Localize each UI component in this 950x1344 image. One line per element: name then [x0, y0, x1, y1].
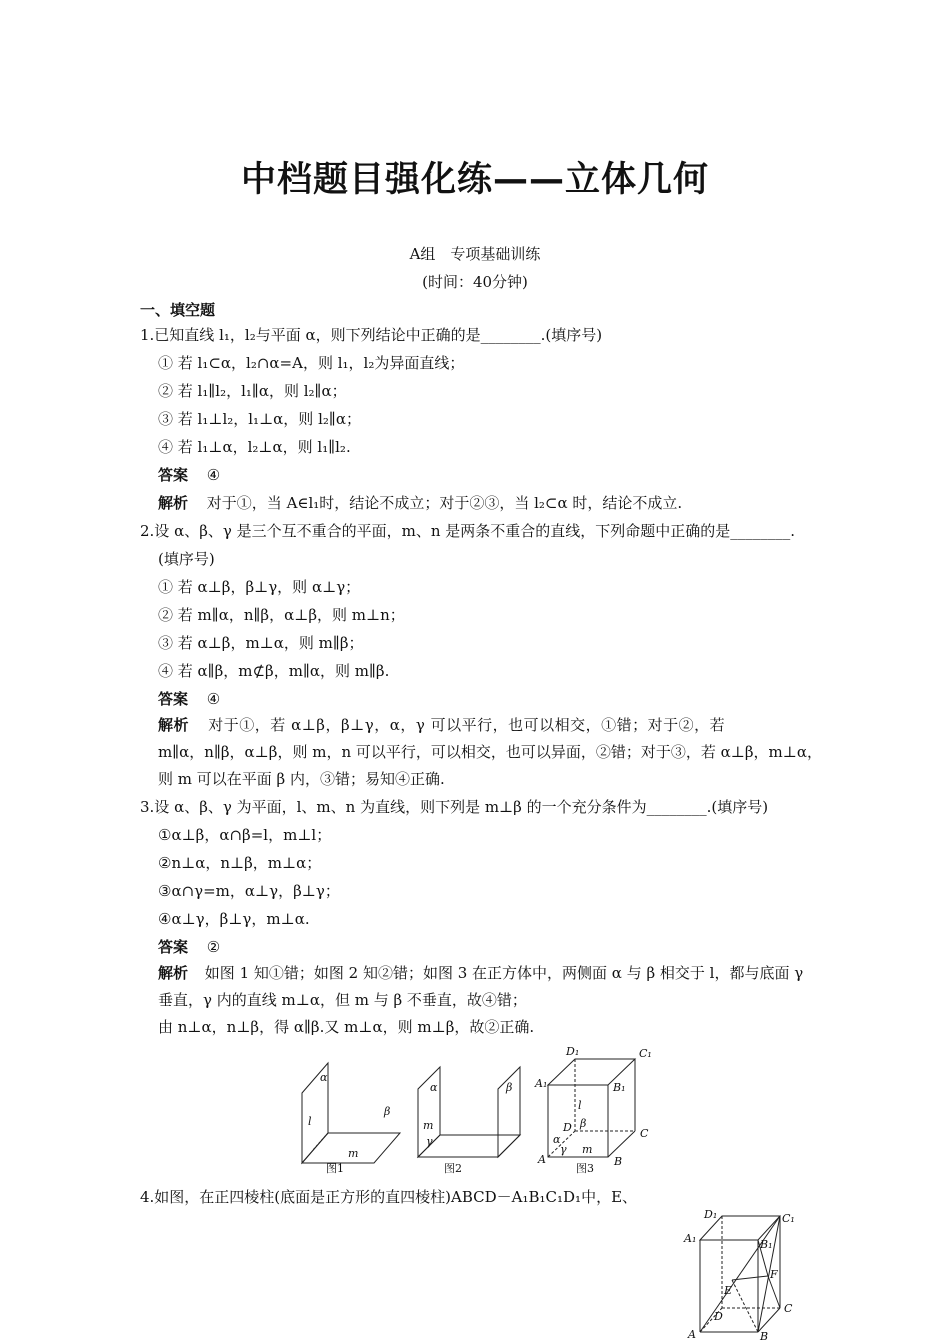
- q3-analysis: [158, 963, 803, 983]
- q3-option-2: ②n⊥α，n⊥β，m⊥α；: [158, 854, 322, 872]
- svg-text:β: β: [506, 1081, 513, 1094]
- time-limit: (时间：40分钟): [422, 273, 528, 291]
- svg-text:m: m: [582, 1143, 593, 1156]
- svg-text:A: A: [688, 1328, 696, 1341]
- q3-analysis-line-3: 由 n⊥α，n⊥β，得 α∥β.又 m⊥α，则 m⊥β，故②正确.: [158, 1018, 535, 1036]
- svg-text:β: β: [580, 1117, 587, 1130]
- analysis-label: 解析: [158, 964, 189, 982]
- svg-text:α: α: [320, 1071, 328, 1084]
- analysis-label: 解析: [158, 716, 190, 734]
- svg-text:A: A: [538, 1153, 546, 1166]
- q1-option-2: ② 若 l₁∥l₂，l₁∥α，则 l₂∥α；: [158, 382, 347, 400]
- q2-analysis-line-3: 则 m 可以在平面 β 内，③错；易知④正确.: [158, 770, 445, 788]
- svg-text:C: C: [640, 1127, 649, 1140]
- q3-option-1: ①α⊥β，α∩β=l，m⊥l；: [158, 826, 332, 844]
- answer-label: 答案: [158, 690, 189, 708]
- q2-answer-value: ④: [206, 690, 221, 708]
- q4-stem: 4.如图，在正四棱柱(底面是正方形的直四棱柱)ABCD－A₁B₁C₁D₁中，E、: [140, 1188, 638, 1206]
- group-heading: A组 专项基础训练: [409, 245, 541, 263]
- answer-label: 答案: [158, 938, 189, 956]
- svg-text:A₁: A₁: [684, 1232, 697, 1245]
- q2-option-2: ② 若 m∥α，n∥β，α⊥β，则 m⊥n；: [158, 606, 405, 624]
- q4-prism-figure: [680, 1204, 800, 1344]
- q3-answer-value: ②: [206, 938, 221, 956]
- page-title: 中档题目强化练——立体几何: [240, 160, 709, 200]
- svg-text:C₁: C₁: [639, 1047, 652, 1060]
- q1-option-3: ③ 若 l₁⊥l₂，l₁⊥α，则 l₂∥α；: [158, 410, 361, 428]
- svg-text:A₁: A₁: [535, 1077, 548, 1090]
- figure-2-caption: 图2: [444, 1162, 462, 1175]
- svg-text:α: α: [430, 1081, 438, 1094]
- q1-analysis: [158, 493, 682, 513]
- q1-analysis-text: 对于①，当 A∈l₁时，结论不成立；对于②③，当 l₂⊂α 时，结论不成立.: [206, 494, 683, 512]
- analysis-label: 解析: [158, 494, 189, 512]
- q2-analysis-line-2: m∥α，n∥β，α⊥β，则 m，n 可以平行，可以相交，也可以异面，②错；对于③，若 α⊥β，m⊥α，: [158, 743, 823, 761]
- q1-stem: 1.已知直线 l₁，l₂与平面 α，则下列结论中正确的是________.(填序号): [140, 326, 603, 344]
- q2-answer: [158, 689, 220, 709]
- q3-analysis-line-1: 如图 1 知①错；如图 2 知②错；如图 3 在正方体中，两侧面 α 与 β 相交于 l，都与底面 γ: [204, 964, 804, 982]
- svg-text:C: C: [784, 1302, 793, 1315]
- q2-analysis-line-1: 对于①，若 α⊥β，β⊥γ，α，γ 可以平行，也可以相交，①错；对于②，若: [208, 716, 726, 734]
- q1-answer-value: ④: [206, 466, 221, 484]
- q2-analysis: [158, 715, 725, 735]
- svg-text:D₁: D₁: [704, 1208, 718, 1221]
- q3-option-4: ④α⊥γ，β⊥γ，m⊥α.: [158, 910, 310, 928]
- svg-text:B₁: B₁: [760, 1238, 773, 1251]
- q3-option-3: ③α∩γ=m，α⊥γ，β⊥γ；: [158, 882, 340, 900]
- q3-analysis-line-2: 垂直，γ 内的直线 m⊥α，但 m 与 β 不垂直，故④错；: [158, 991, 527, 1009]
- q3-answer: [158, 937, 220, 957]
- q2-stem: 2.设 α、β、γ 是三个互不重合的平面，m、n 是两条不重合的直线，下列命题中正确的是________.: [140, 522, 796, 540]
- q2-option-3: ③ 若 α⊥β，m⊥α，则 m∥β；: [158, 634, 364, 652]
- svg-text:m: m: [423, 1119, 434, 1132]
- svg-text:γ: γ: [560, 1143, 567, 1156]
- svg-text:l: l: [578, 1099, 582, 1112]
- svg-text:B: B: [614, 1155, 623, 1168]
- svg-text:B₁: B₁: [613, 1081, 626, 1094]
- svg-text:m: m: [348, 1147, 359, 1160]
- svg-text:C₁: C₁: [782, 1212, 795, 1225]
- svg-text:B: B: [760, 1330, 769, 1343]
- svg-text:D₁: D₁: [566, 1045, 580, 1058]
- q3-figures: [290, 1045, 670, 1180]
- svg-text:β: β: [384, 1105, 391, 1118]
- q2-option-1: ① 若 α⊥β，β⊥γ，则 α⊥γ；: [158, 578, 361, 596]
- q2-option-4: ④ 若 α∥β，m⊄β，m∥α，则 m∥β.: [158, 662, 390, 680]
- svg-text:E: E: [724, 1284, 733, 1297]
- svg-text:γ: γ: [426, 1135, 433, 1148]
- svg-text:α: α: [553, 1133, 561, 1146]
- q1-option-1: ① 若 l₁⊂α，l₂∩α=A，则 l₁，l₂为异面直线；: [158, 354, 465, 372]
- svg-text:D: D: [714, 1310, 723, 1323]
- figure-1-caption: 图1: [326, 1162, 344, 1175]
- svg-text:F: F: [770, 1268, 778, 1281]
- svg-text:D: D: [563, 1121, 572, 1134]
- q1-answer: [158, 465, 220, 485]
- figure-3-caption: 图3: [576, 1162, 594, 1175]
- q2-stem-cont: (填序号): [158, 550, 215, 568]
- svg-text:l: l: [308, 1115, 312, 1128]
- section-heading: 一、填空题: [140, 301, 216, 319]
- answer-label: 答案: [158, 466, 189, 484]
- q1-option-4: ④ 若 l₁⊥α，l₂⊥α，则 l₁∥l₂.: [158, 438, 351, 456]
- q3-stem: 3.设 α、β、γ 为平面，l、m、n 为直线，则下列是 m⊥β 的一个充分条件为________.(填序号): [140, 798, 769, 816]
